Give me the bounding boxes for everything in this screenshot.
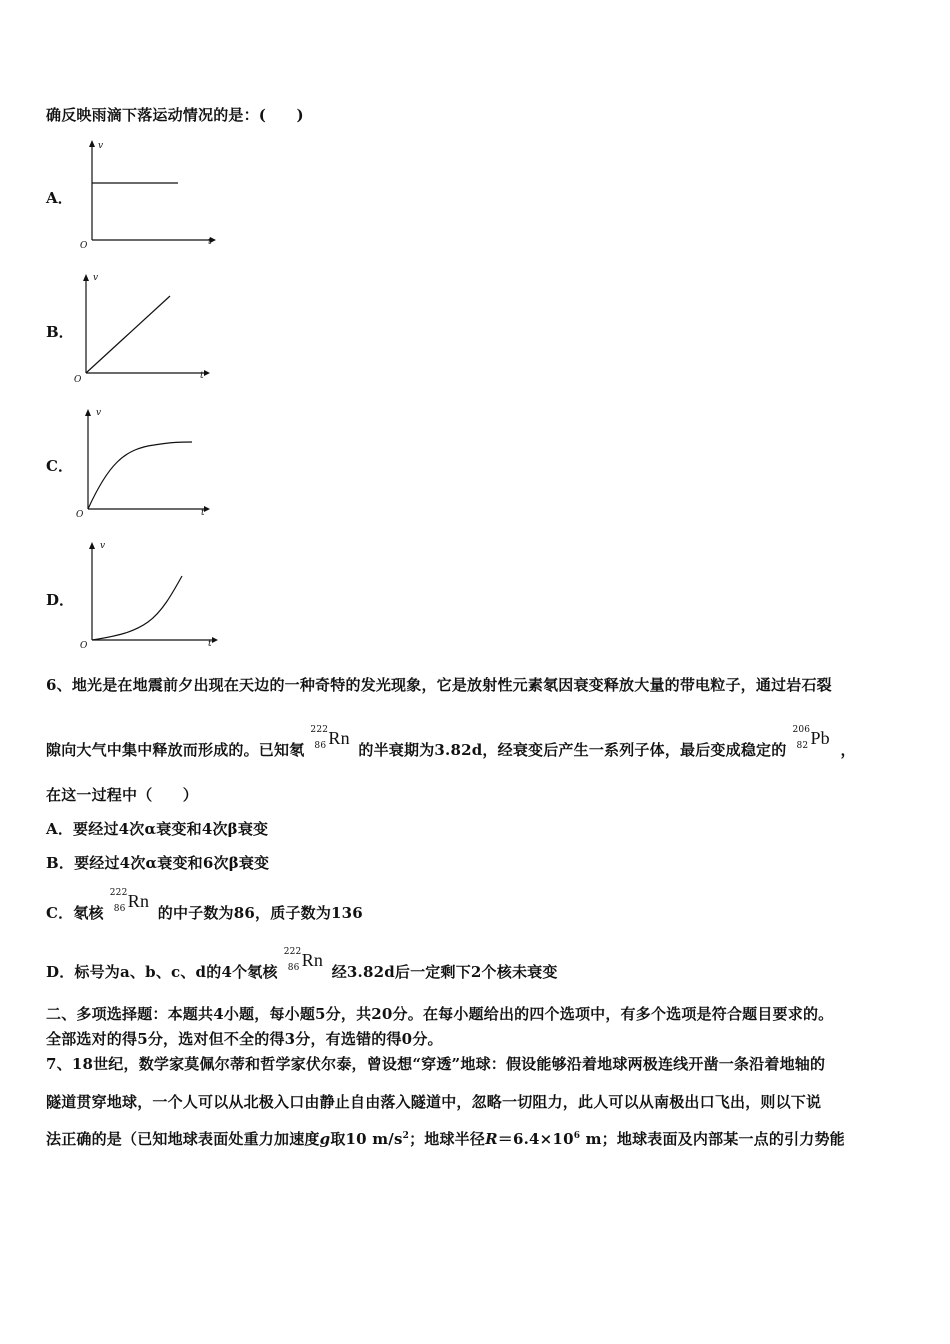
v-axis-arrow (89, 140, 95, 147)
pb-atomic-number: 82 (796, 741, 809, 751)
q7-line3-text-c: ；地球半径 (409, 1130, 486, 1148)
q7-stem-line1: 7、18世纪，数学家莫佩尔蒂和哲学家伏尔泰，曾设想“穿透”地球：假设能够沿着地球两极连线开凿一条沿着地轴的 (46, 1055, 826, 1073)
v-label: v (100, 541, 106, 551)
q5-stem-tail: 确反映雨滴下落运动情况的是：( ) (46, 106, 304, 124)
origin-label: O (74, 375, 82, 384)
graph-d (78, 538, 223, 650)
q6-line2-text-b: 的半衰期为3.82d，经衰变后产生一系列子体，最后变成稳定的 (358, 741, 787, 759)
section2-heading-line2: 全部选对的得5分，选对但不全的得3分，有选错的得0分。 (46, 1030, 443, 1048)
rn-mass-number: 222 (109, 888, 128, 898)
v-t-curve (88, 442, 192, 509)
q6-line2-text-a: 隙向大气中集中释放而形成的。已知氡 (46, 741, 305, 759)
q6-option-d-text-b: 经3.82d后一定剩下2个核未衰变 (331, 963, 558, 981)
graph-a (78, 138, 218, 250)
q6-option-a: A．要经过4次α衰变和4次β衰变 (46, 820, 269, 838)
t-label: t (200, 371, 204, 381)
v-label: v (93, 273, 99, 283)
q7-line3-text-a: 法正确的是（已知地球表面处重力加速度 (46, 1130, 320, 1148)
q6-stem-line2 (46, 725, 856, 760)
gravity-symbol: g (319, 1130, 331, 1148)
q6-option-c (46, 888, 363, 923)
power-exponent: 6 (573, 1131, 581, 1141)
q7-stem-line2: 隧道贯穿地球，一个人可以从北极入口由静止自由落入隧道中，忽略一切阻力，此人可以从南极出口飞出，则以下说 (46, 1093, 822, 1111)
square-exponent: 2 (402, 1131, 410, 1141)
rn-isotope (308, 725, 354, 757)
rn-mass-number: 222 (283, 947, 302, 957)
v-label: v (96, 408, 102, 418)
origin-label: O (76, 510, 84, 520)
q7-line3-text-d: ＝6.4×10 (497, 1130, 574, 1148)
option-a-label: A． (46, 189, 73, 207)
graph-b (74, 272, 214, 384)
rn-atomic-number: 86 (113, 904, 126, 914)
q6-option-d (46, 947, 558, 982)
rn-isotope-d (282, 947, 328, 979)
t-axis-arrow (204, 506, 210, 512)
v-t-curve (86, 296, 170, 373)
t-label: t (201, 508, 205, 518)
q6-option-c-text-b: 的中子数为86，质子数为136 (157, 904, 363, 922)
v-label: v (98, 141, 104, 151)
rn-atomic-number: 86 (314, 741, 327, 751)
origin-label: O (80, 241, 88, 250)
rn-mass-number: 222 (310, 725, 329, 735)
q6-line2-text-c: ， (840, 741, 856, 759)
rn-atomic-number: 86 (287, 963, 300, 973)
q7-line3-text-b: 取10 m/s (330, 1130, 403, 1148)
q7-line3-text-e: m；地球表面及内部某一点的引力势能 (580, 1130, 845, 1148)
q7-stem-line3 (46, 1128, 845, 1149)
pb-isotope (790, 725, 836, 757)
q6-option-c-text-a: C．氡核 (46, 904, 104, 922)
q6-stem-line3: 在这一过程中（ ） (46, 786, 199, 804)
q6-stem-line1: 6、地光是在地震前夕出现在天边的一种奇特的发光现象，它是放射性元素氡因衰变释放大量的带电粒子，通过岩石裂 (46, 676, 832, 694)
pb-mass-number: 206 (792, 725, 811, 735)
rn-symbol: Rn (328, 728, 350, 748)
option-b-label: B． (46, 323, 74, 341)
v-axis-arrow (83, 274, 89, 281)
graph-c (74, 405, 214, 520)
rn-symbol: Rn (127, 891, 150, 911)
option-c-label: C． (46, 457, 73, 475)
v-axis-arrow (85, 409, 91, 416)
t-label: t (208, 237, 212, 247)
t-label: t (208, 639, 212, 649)
radius-symbol: R (485, 1130, 498, 1148)
t-axis-arrow (204, 370, 210, 376)
pb-symbol: Pb (810, 728, 830, 748)
q6-option-d-text-a: D．标号为a、b、c、d的4个氡核 (46, 963, 278, 981)
q6-option-b: B．要经过4次α衰变和6次β衰变 (46, 854, 270, 872)
section2-heading-line1: 二、多项选择题：本题共4小题，每小题5分，共20分。在每小题给出的四个选项中，有多个选项是符合题目要求的。 (46, 1005, 834, 1023)
t-axis-arrow (212, 637, 218, 643)
origin-label: O (80, 641, 88, 650)
option-d-label: D． (46, 591, 75, 609)
v-t-curve (92, 576, 182, 640)
rn-isotope-c (108, 888, 154, 920)
rn-symbol: Rn (301, 950, 324, 970)
v-axis-arrow (89, 542, 95, 549)
